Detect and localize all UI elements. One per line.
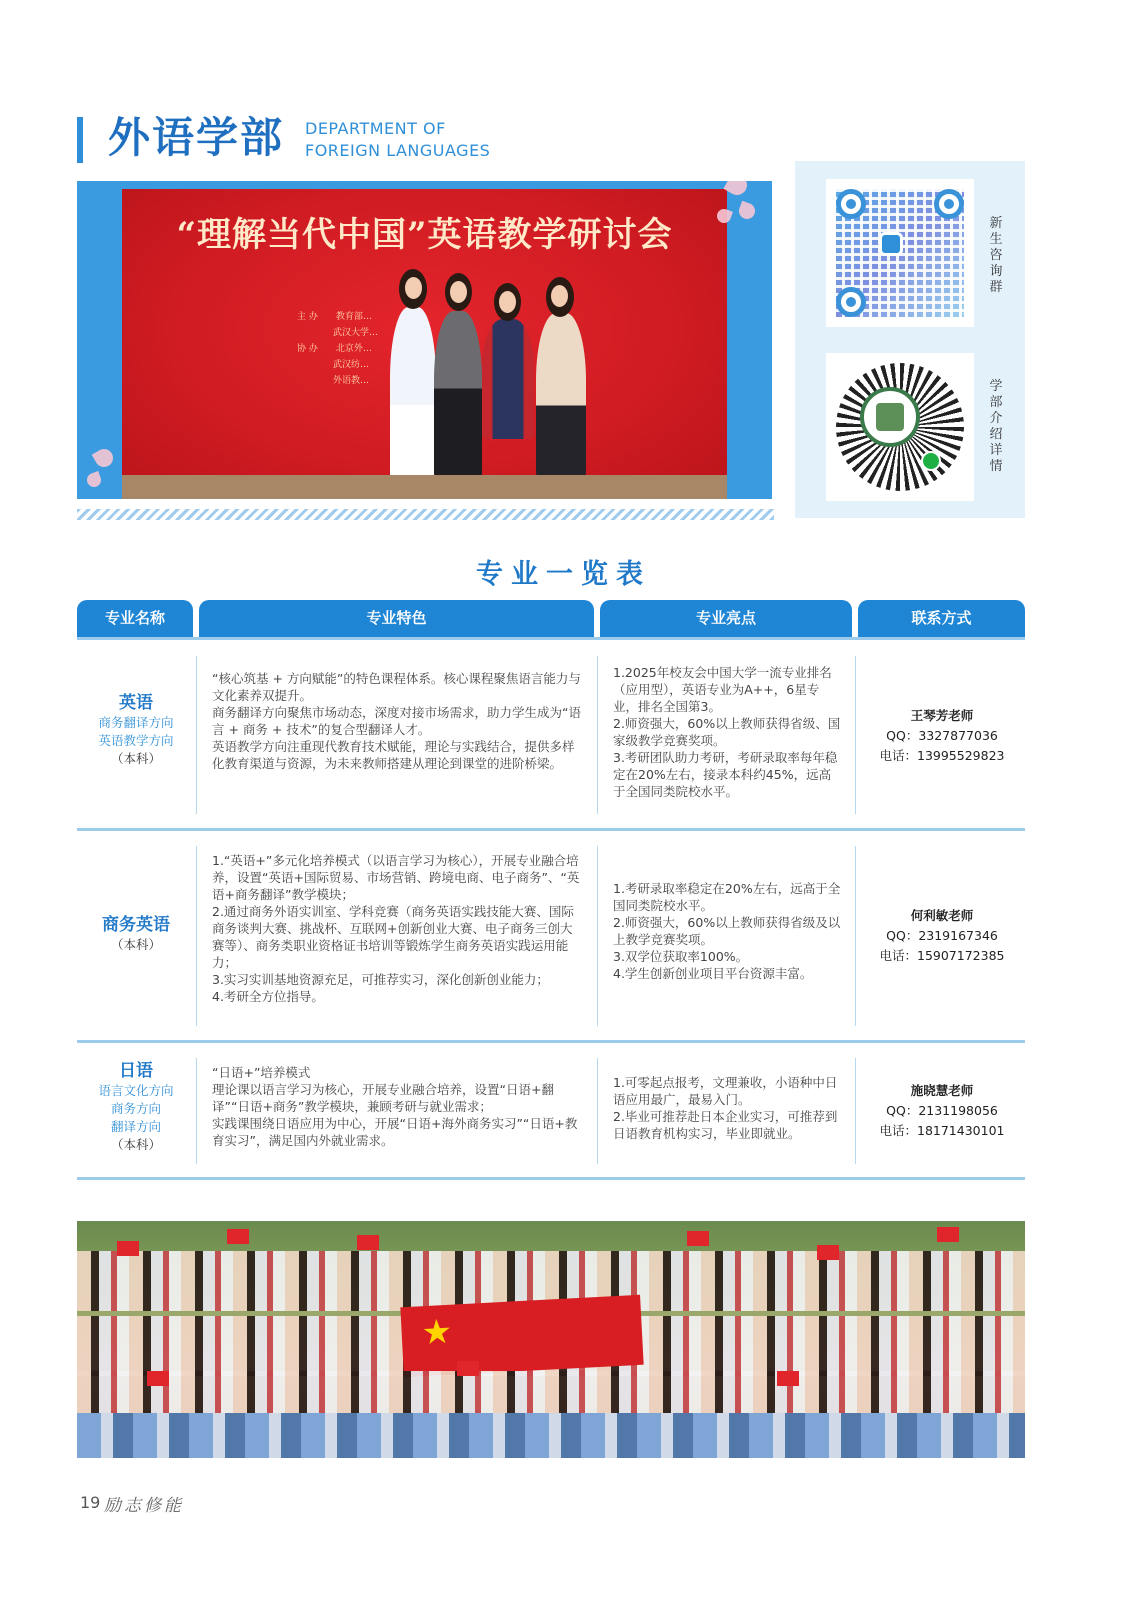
mini-program-badge-icon xyxy=(921,451,941,471)
section-title: 专业一览表 xyxy=(476,559,651,590)
hand-flag xyxy=(777,1371,799,1386)
department-title: 外语学部 xyxy=(108,113,285,162)
department-english-title xyxy=(305,118,490,162)
person-figure xyxy=(390,307,436,485)
table-row-rule xyxy=(77,1040,1025,1043)
qr-finder-icon xyxy=(934,189,964,219)
major-name: 商务英语 xyxy=(102,915,170,935)
column-divider xyxy=(855,1058,856,1164)
footer-slogan: 励志修能 xyxy=(104,1496,184,1516)
major-level: （本科） xyxy=(110,1137,161,1152)
column-divider xyxy=(196,656,197,814)
department-intro-mini-program-code[interactable] xyxy=(826,353,974,501)
major-direction: 商务方向 xyxy=(110,1101,161,1116)
person-face xyxy=(405,277,422,299)
qq-logo-icon xyxy=(879,232,903,256)
seminar-backdrop xyxy=(122,189,727,499)
table-header-contact: 联系方式 xyxy=(858,600,1025,637)
seminar-photo xyxy=(77,181,772,499)
hand-flag xyxy=(147,1371,169,1386)
contact-name: 施晓慧老师 xyxy=(910,1083,974,1098)
contact-name: 何利敏老师 xyxy=(910,908,974,923)
person-figure xyxy=(482,319,534,439)
contact-cell xyxy=(859,906,1025,966)
table-header-rule xyxy=(77,637,1025,640)
major-name: 日语 xyxy=(119,1061,153,1081)
department-intro-label: 学部介绍详情 xyxy=(989,379,1003,474)
hand-flag xyxy=(457,1361,479,1376)
column-divider xyxy=(597,1058,598,1164)
hand-flag xyxy=(687,1231,709,1246)
students-seated-row xyxy=(77,1413,1025,1458)
hand-flag xyxy=(227,1229,249,1244)
person-figure xyxy=(536,313,586,481)
major-features-cell: 1.“英语+”多元化培养模式（以语言学习为核心），开展专业融合培养，设置“英语+国际贸易、市场营销、跨境电商、电子商务”、“英语+商务翻译”教学模块； 2.通过商务外语实训室、学科竞赛（商务英语实践技能大赛、国际商务谈判大赛、挑战杯、互联网+创新创业大赛、电子商务三创大赛等）、商务类职业资格证书培训等锻炼学生商务英语实践运用能力； 3.实习实训基地资源充足，可推荐实习，深化创新创业能力； 4.考研全方位指导。 xyxy=(212,853,580,1004)
table-row-rule xyxy=(77,1177,1025,1180)
table-header-features: 专业特色 xyxy=(199,600,594,637)
national-flag xyxy=(400,1295,643,1377)
blossom-decoration xyxy=(85,471,103,489)
major-highlights-cell: 1.考研录取率稳定在20%左右，远高于全国同类院校水平。 2.师资强大，60%以上教师获得省级及以上教学竞赛奖项。 3.双学位获取率100%。 4.学生创新创业项目平台资源丰富。 xyxy=(613,881,841,981)
decorative-stripe xyxy=(77,509,774,520)
flag-star-icon: ★ xyxy=(420,1311,454,1354)
table-header-highlights: 专业亮点 xyxy=(600,600,852,637)
major-highlights-cell: 1.2025年校友会中国大学一流专业排名（应用型），英语专业为A++，6星专业，排名全国第3。 2.师资强大，60%以上教师获得省级、国家级教学竞赛奖项。 3.考研团队助力考研，考研录取率每年稳定在20%左右，接录本科约45%，远高于全国同类院校水平。 xyxy=(613,665,841,799)
column-divider xyxy=(597,846,598,1026)
column-divider xyxy=(196,846,197,1026)
hand-flag xyxy=(117,1241,139,1256)
header-accent-bar xyxy=(77,117,83,163)
contact-qq[interactable]: QQ：2131198056 xyxy=(886,1103,998,1118)
person-face xyxy=(551,285,568,307)
qr-finder-icon xyxy=(836,287,866,317)
english-title-line2: FOREIGN LANGUAGES xyxy=(305,141,491,160)
hand-flag xyxy=(937,1227,959,1242)
column-divider xyxy=(196,1058,197,1164)
major-highlights-cell: 1.可零起点报考，文理兼收，小语种中日语应用最广，最易入门。 2.毕业可推荐赴日本企业实习，可推荐到日语教育机构实习，毕业即就业。 xyxy=(613,1075,838,1141)
person-face xyxy=(499,291,516,313)
seminar-backdrop-title: “理解当代中国”英语教学研讨会 xyxy=(176,215,673,255)
seminar-host-info: 主 办 教育部… 武汉大学… 协 办 北京外… 武汉纺… 外语教… xyxy=(297,312,379,386)
contact-phone[interactable]: 电话：18171430101 xyxy=(879,1123,1005,1138)
column-divider xyxy=(855,846,856,1026)
major-direction: 英语教学方向 xyxy=(98,733,174,748)
contact-cell xyxy=(859,706,1025,766)
table-row-rule xyxy=(77,828,1025,831)
major-name: 英语 xyxy=(119,693,153,713)
major-level: （本科） xyxy=(110,937,161,952)
major-level: （本科） xyxy=(110,751,161,766)
contact-phone[interactable]: 电话：15907172385 xyxy=(879,948,1005,963)
major-direction: 商务翻译方向 xyxy=(98,715,174,730)
qr-finder-icon xyxy=(836,189,866,219)
blossom-decoration xyxy=(92,446,117,471)
major-direction: 语言文化方向 xyxy=(98,1083,174,1098)
person-face xyxy=(450,281,467,303)
major-name-cell xyxy=(77,692,195,768)
major-features-cell: “日语+”培养模式 理论课以语言学习为核心，开展专业融合培养，设置“日语+翻译”“日语+商务”教学模块，兼顾考研与就业需求； 实践课围绕日语应用为中心，开展“日语+海外商务实习”“日语+教育实习”，满足国内外就业需求。 xyxy=(212,1065,578,1148)
table-header-major: 专业名称 xyxy=(77,600,193,637)
contact-cell xyxy=(859,1081,1025,1141)
contact-qq[interactable]: QQ：2319167346 xyxy=(886,928,998,943)
major-features-cell: “核心筑基 + 方向赋能”的特色课程体系。核心课程聚焦语言能力与文化素养双提升。 商务翻译方向聚焦市场动态，深度对接市场需求，助力学生成为“语言 + 商务 + 技术”的复合型翻译人才。 英语教学方向注重现代教育技术赋能，理论与实践结合，提供多样化教育渠道与资源，为未来教师搭建从理论到课堂的进阶桥梁。 xyxy=(212,671,581,771)
major-direction: 翻译方向 xyxy=(110,1119,161,1134)
seminar-floor xyxy=(122,475,727,499)
college-emblem-icon xyxy=(860,387,920,447)
major-name-cell xyxy=(77,1060,195,1154)
qr-code-panel xyxy=(795,161,1025,518)
freshman-group-qr-code[interactable] xyxy=(826,179,974,327)
hand-flag xyxy=(817,1245,839,1260)
major-name-cell xyxy=(77,914,195,954)
contact-phone[interactable]: 电话：13995529823 xyxy=(879,748,1005,763)
contact-qq[interactable]: QQ：3327877036 xyxy=(886,728,998,743)
blossom-decoration xyxy=(737,201,758,222)
students-group-photo xyxy=(77,1221,1025,1458)
person-figure xyxy=(434,311,482,483)
hand-flag xyxy=(357,1235,379,1250)
english-title-line1: DEPARTMENT OF xyxy=(305,119,446,138)
page-number: 19 xyxy=(80,1493,101,1512)
freshman-group-label: 新生咨询群 xyxy=(989,216,1003,295)
column-divider xyxy=(597,656,598,814)
contact-name: 王琴芳老师 xyxy=(910,708,974,723)
column-divider xyxy=(855,656,856,814)
blossom-decoration xyxy=(723,181,750,199)
